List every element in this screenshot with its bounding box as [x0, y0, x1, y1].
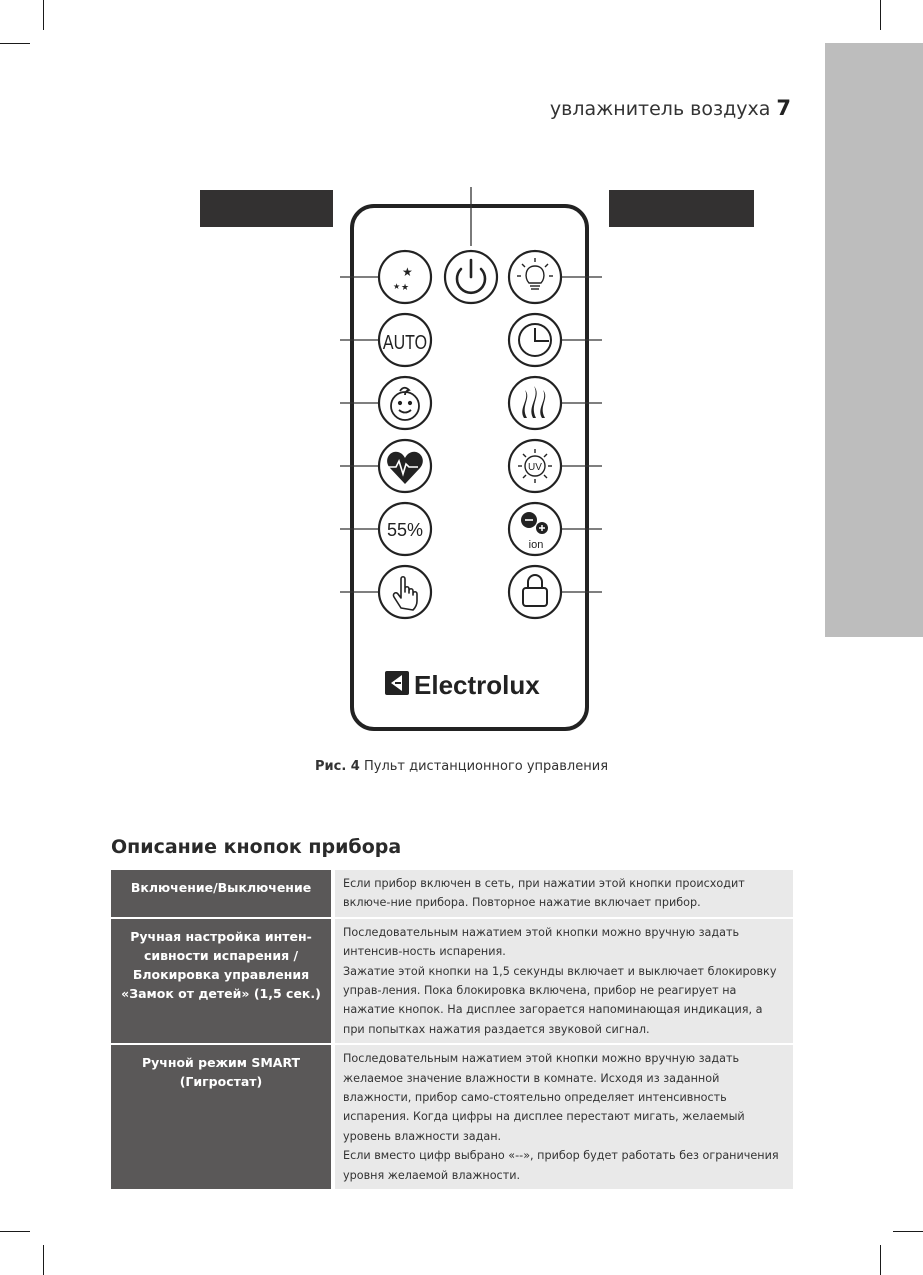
lock-button[interactable]: [509, 566, 561, 618]
page-number: 7: [776, 96, 791, 120]
light-button[interactable]: [509, 251, 561, 303]
row-paragraph: Последовательным нажатием этой кнопки можно вручную задать желаемое значение влажности в комнате. Исходя из заданной влажности, прибор само-стоятельно определяет интенсивность испарения. Когда цифры на дисплее перестают мигать, желаемый уровень влажности задан.: [343, 1052, 745, 1143]
row-text: [333, 870, 793, 918]
health-button[interactable]: [379, 440, 431, 492]
row-name: Ручной режим SMART (Гигростат): [111, 1044, 333, 1190]
section-title: Описание кнопок прибора: [111, 836, 402, 858]
row-name: Ручная настройка интен-сивности испарения / Блокировка управления «Замок от детей» (1,5 сек.): [111, 918, 333, 1044]
row-text: [333, 1044, 793, 1190]
row-paragraph: Если вместо цифр выбрано «--», прибор будет работать без ограничения уровня желаемой влажности.: [343, 1149, 779, 1182]
crop-mark: [880, 1245, 881, 1275]
caption-prefix: Рис. 4: [314, 759, 360, 774]
auto-button[interactable]: [379, 314, 431, 366]
table-row: [111, 870, 793, 918]
ionizer-button[interactable]: [509, 503, 561, 555]
logo-text: Electrolux: [414, 670, 540, 700]
night-mode-button[interactable]: [379, 251, 431, 303]
uv-label: UV: [528, 462, 542, 473]
humidity-label: 55%: [386, 520, 424, 540]
header-title: увлажнитель воздуха: [549, 98, 771, 120]
row-name: Включение/Выключение: [111, 870, 333, 918]
row-text: [333, 918, 793, 1044]
caption-text: Пульт дистанционного управления: [359, 759, 609, 774]
child-mode-button[interactable]: [379, 377, 431, 429]
buttons-description-table: [111, 870, 793, 1191]
timer-button[interactable]: [509, 314, 561, 366]
heat-button[interactable]: [509, 377, 561, 429]
svg-text:★: ★: [393, 282, 401, 291]
row-paragraph: Зажатие этой кнопки на 1,5 секунды включает и выключает блокировку управ-ления. Пока блокировка включена, прибор не реагирует на нажатие кнопок. На дисплее загорается напоминающая индикация, а при попытках нажатия раздается звуковой сигнал.: [343, 964, 777, 1036]
table-row: [111, 1044, 793, 1190]
table-row: [111, 918, 793, 1044]
uv-button[interactable]: [509, 440, 561, 492]
power-button[interactable]: [445, 251, 497, 303]
figure-caption: [0, 759, 923, 774]
crop-mark: [0, 1231, 30, 1232]
auto-label: AUTO: [382, 331, 428, 354]
ion-label: ion: [528, 539, 544, 551]
row-paragraph: Последовательным нажатием этой кнопки можно вручную задать интенсив-ность испарения.: [343, 925, 740, 959]
crop-mark: [43, 1245, 44, 1275]
manual-button[interactable]: [379, 566, 431, 618]
humidity-button[interactable]: [379, 503, 431, 555]
crop-mark: [893, 1231, 923, 1232]
svg-text:★: ★: [402, 265, 413, 279]
svg-text:★: ★: [401, 283, 410, 293]
row-paragraph: Если прибор включен в сеть, при нажатии этой кнопки происходит включе-ние прибора. Повторное нажатие включает прибор.: [343, 877, 745, 910]
